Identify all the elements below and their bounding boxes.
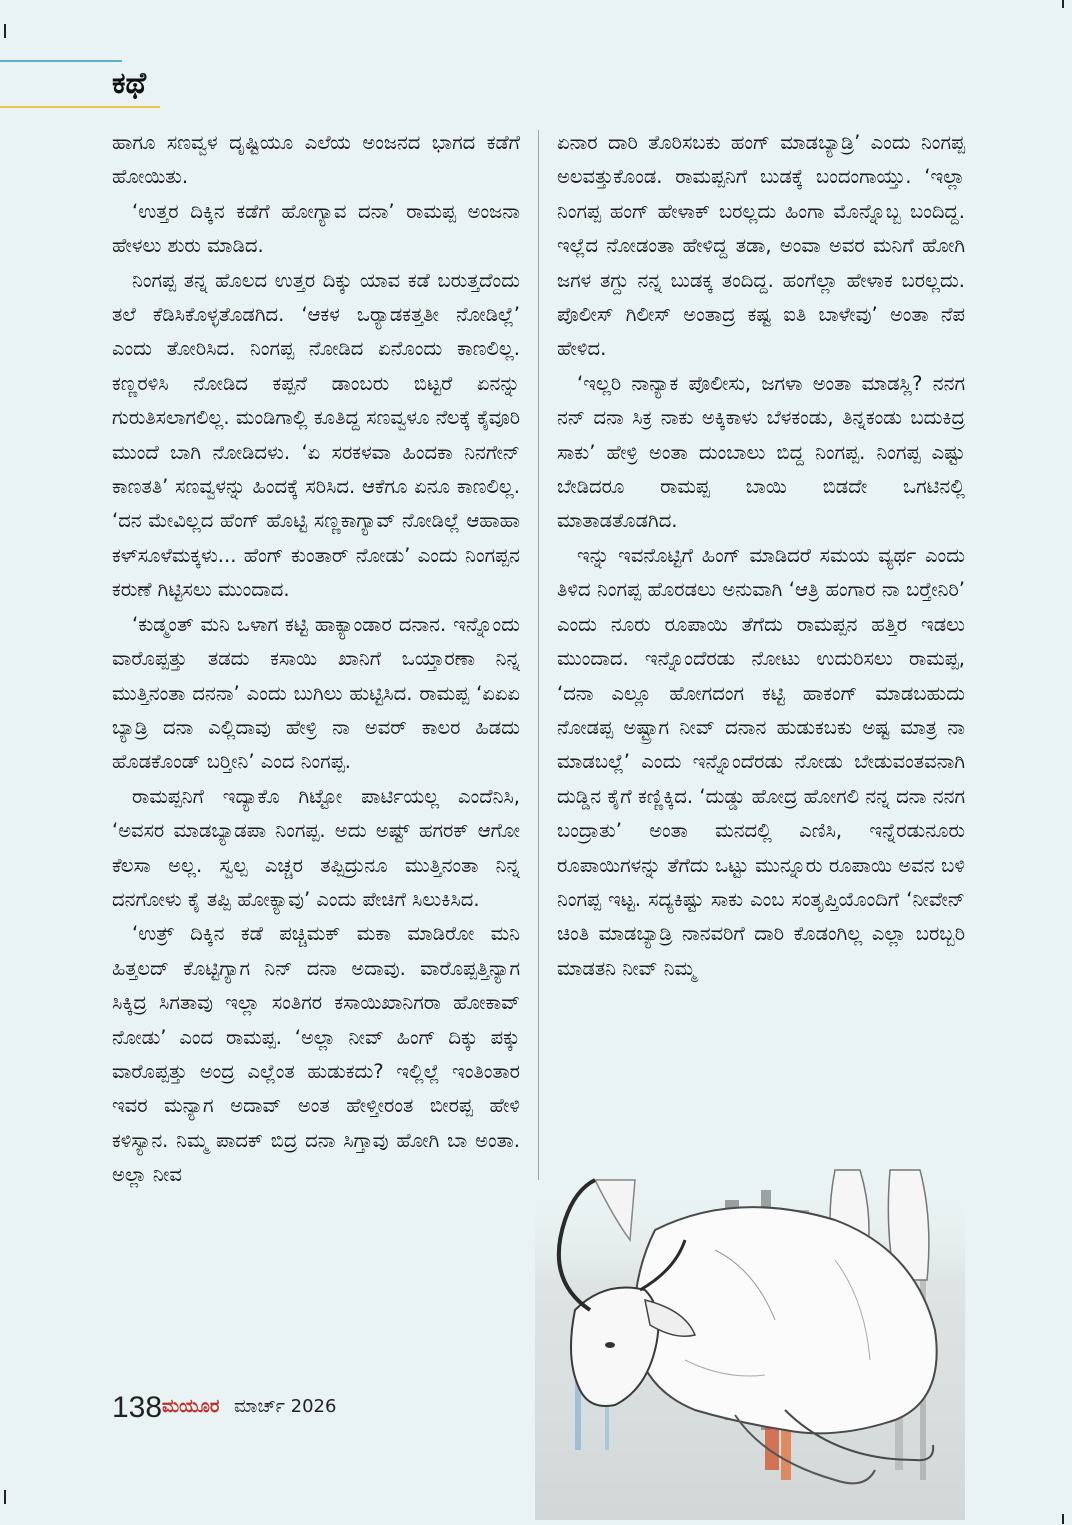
- paragraph: ರಾಮಪ್ಪನಿಗೆ ಇದ್ಯಾಕೊ ಗಿಟ್ಟೋ ಪಾರ್ಟಿಯಲ್ಲ ಎಂದೆನಿಸಿ, ‘ಅವಸರ ಮಾಡಬ್ಯಾಡಪಾ ನಿಂಗಪ್ಪ. ಅದು ಅಷ್ಟ್ ಹಗರಕ್ ಆಗೋ ಕೆಲಸಾ ಅಲ್ಲ. ಸ್ವಲ್ಪ ಎಚ್ಚರ ತಪ್ಪಿದ್ರುನೂ ಮುತ್ತಿನಂತಾ ನಿನ್ನ ದನಗೋಳು ಕೈ ತಪ್ಪಿ ಹೋಕ್ಯಾವು’ ಎಂದು ಪೇಚಿಗೆ ಸಿಲುಕಿಸಿದ.: [112, 784, 520, 911]
- paragraph: ನಿಂಗಪ್ಪ ತನ್ನ ಹೊಲದ ಉತ್ತರ ದಿಕ್ಕು ಯಾವ ಕಡೆ ಬರುತ್ತದೆಂದು ತಲೆ ಕೆಡಿಸಿಕೊಳ್ಳತೊಡಗಿದ. ‘ಆಕಳ ಒರ್‍ಯಾಡಕತ್ತತೀ ನೋಡಿಲ್ಲೆ’ ಎಂದು ತೋರಿಸಿದ. ನಿಂಗಪ್ಪ ನೋಡಿದ ಏನೊಂದು ಕಾಣಲಿಲ್ಲ. ಕಣ್ಣರಳಿಸಿ ನೋಡಿದ ಕಪ್ಪನೆ ಡಾಂಬರು ಬಿಟ್ಟರೆ ಏನನ್ನು ಗುರುತಿಸಲಾಗಲಿಲ್ಲ. ಮಂಡಿಗಾಲ್ಲಿ ಕೂತಿದ್ದ ಸಣವ್ವಳೂ ನೆಲಕ್ಕೆ ಕೈವೂರಿ ಮುಂದೆ ಬಾಗಿ ನೋಡಿದಳು. ‘ಏ ಸರಕಳವಾ ಹಿಂದಕಾ ನಿನಗೇನ್ ಕಾಣತತಿ’ ಸಣವ್ವಳನ್ನು ಹಿಂದಕ್ಕೆ ಸರಿಸಿದ. ಆಕೆಗೂ ಏನೂ ಕಾಣಲಿಲ್ಲ. ‘ದನ ಮೇವಿಲ್ಲದ ಹೆಂಗ್ ಹೊಟ್ಟಿ ಸಣ್ಣಕಾಗ್ಯಾವ್ ನೋಡಿಲ್ಲೆ ಆಹಾಹಾ ಕಳ್‌ಸೂಳೆಮಕ್ಕಳು... ಹೆಂಗ್ ಕುಂತಾರ್ ನೋಡು’ ಎಂದು ನಿಂಗಪ್ಪನ ಕರುಣೆ ಗಿಟ್ಟಿಸಲು ಮುಂದಾದ.: [112, 268, 520, 602]
- left-column: [112, 126, 520, 1193]
- crop-mark: [4, 1490, 6, 1504]
- paragraph: ಹಾಗೂ ಸಣವ್ವಳ ದೃಷ್ಟಿಯೂ ಎಲೆಯ ಅಂಜನದ ಭಾಗದ ಕಡೆಗೆ ಹೋಯಿತು.: [112, 131, 520, 189]
- page-footer: [112, 1386, 432, 1430]
- paragraph: ‘ಉತ್ರ್ ದಿಕ್ಕಿನ ಕಡೆ ಪಚ್ಚಿಮಕ್ ಮಕಾ ಮಾಡಿರೋ ಮನಿ ಹಿತ್ತಲದ್ ಕೊಟ್ಟಿಗ್ಯಾಗ ನಿನ್ ದನಾ ಅದಾವು. ವಾರೊಪ್ಪತ್ತಿನ್ಯಾಗ ಸಿಕ್ಕಿದ್ರ ಸಿಗತಾವು ಇಲ್ಲಾ ಸಂತಿಗರ ಕಸಾಯಿಖಾನಿಗರಾ ಹೋಕಾವ್ ನೋಡು’ ಎಂದ ರಾಮಪ್ಪ. ‘ಅಲ್ಲಾ ನೀವ್ ಹಿಂಗ್ ದಿಕ್ಕು ಪಕ್ಕು ವಾರೊಪ್ಪತ್ತು ಅಂದ್ರ ಎಲ್ಲೆಂತ ಹುಡುಕದು? ಇಲ್ಲಿಲ್ಲೆ ಇಂತಿಂತಾರ ಇವರ ಮನ್ಯಾಗ ಅದಾವ್ ಅಂತ ಹೇಳ್ತೀರಂತ ಬೀರಪ್ಪ ಹೇಳಿ ಕಳಿಸ್ಯಾನ. ನಿಮ್ಮ ಪಾದಕ್ ಬಿದ್ರ ದನಾ ಸಿಗ್ತಾವು ಹೋಗಿ ಬಾ ಅಂತಾ. ಅಲ್ಲಾ ನೀವ: [112, 922, 520, 1187]
- crop-mark: [4, 24, 6, 38]
- paragraph: ಇನ್ನು ಇವನೊಟ್ಟಿಗೆ ಹಿಂಗ್ ಮಾಡಿದರೆ ಸಮಯ ವ್ಯರ್ಥ ಎಂದು ತಿಳಿದ ನಿಂಗಪ್ಪ ಹೊರಡಲು ಅನುವಾಗಿ ‘ಆತ್ರಿ ಹಂಗಾರ ನಾ ಬರ್‍ತೇನಿರಿ’ ಎಂದು ನೂರು ರೂಪಾಯಿ ತೆಗೆದು ರಾಮಪ್ಪನ ಹತ್ತಿರ ಇಡಲು ಮುಂದಾದ. ಇನ್ನೊಂದೆರಡು ನೋಟು ಉದುರಿಸಲು ರಾಮಪ್ಪ, ‘ದನಾ ಎಲ್ಲೂ ಹೋಗದಂಗ ಕಟ್ಟಿ ಹಾಕಂಗ್ ಮಾಡಬಹುದು ನೋಡಪ್ಪ ಅಷ್ಟ್ರಾಗ ನೀವ್ ದನಾನ ಹುಡುಕಬಕು ಅಷ್ಟ ಮಾತ್ರ ನಾ ಮಾಡಬಲ್ಲೆ’ ಎಂದು ಇನ್ನೊಂದೆರಡು ನೋಡು ಬೇಡುವಂತವನಾಗಿ ದುಡ್ಡಿನ ಕೈಗೆ ಕಣ್ಣಿಕ್ಕಿದ. ‘ದುಡ್ಡು ಹೋದ್ರ ಹೋಗಲಿ ನನ್ನ ದನಾ ನನಗ ಬಂದ್ರಾತು’ ಅಂತಾ ಮನದಲ್ಲಿ ಎಣಿಸಿ, ಇನ್ನೆರಡುನೂರು ರೂಪಾಯಿಗಳನ್ನು ತೆಗೆದು ಒಟ್ಟು ಮುನ್ನೂರು ರೂಪಾಯಿ ಅವನ ಬಳಿ ನಿಂಗಪ್ಪ ಇಟ್ಟ. ಸದ್ಯಕಿಷ್ಟು ಸಾಕು ಎಂಬ ಸಂತೃಪ್ತಿಯೊಂದಿಗೆ ‘ನೀವೇನ್ ಚಿಂತಿ ಮಾಡಬ್ಯಾಡ್ರಿ ನಾನವರಿಗೆ ದಾರಿ ಕೊಡಂಗಿಲ್ಲ ಎಲ್ಲಾ ಬರಬ್ಬರಿ ಮಾಡತನಿ ನೀವ್ ನಿಮ್ಮ: [557, 543, 965, 980]
- issue-date: ಮಾರ್ಚ್ 2026: [234, 1396, 337, 1417]
- crop-mark: [1062, 1514, 1064, 1524]
- paragraph: ಏನಾರ ದಾರಿ ತೊರಿಸಬಕು ಹಂಗ್ ಮಾಡಬ್ಯಾಡ್ರಿ’ ಎಂದು ನಿಂಗಪ್ಪ ಅಲವತ್ತುಕೊಂಡ. ರಾಮಪ್ಪನಿಗೆ ಬುಡಕ್ಕೆ ಬಂದಂಗಾಯ್ತು. ‘ಇಲ್ಲಾ ನಿಂಗಪ್ಪ ಹಂಗ್ ಹೇಳಾಕ್ ಬರಲ್ಲದು ಹಿಂಗಾ ಮೊನ್ನೊಬ್ಬ ಬಂದಿದ್ದ. ಇಲ್ಲೆದ ನೋಡಂತಾ ಹೇಳಿದ್ದ ತಡಾ, ಅಂವಾ ಅವರ ಮನಿಗೆ ಹೋಗಿ ಜಗಳ ತಗ್ದು ನನ್ನ ಬುಡಕ್ಕ ತಂದಿದ್ದ. ಹಂಗೆಲ್ಲಾ ಹೇಳಾಕ ಬರಲ್ಲದು. ಪೊಲೀಸ್ ಗಿಲೀಸ್ ಅಂತಾದ್ರ ಕಷ್ಟ ಐತಿ ಬಾಳೇವು’ ಅಂತಾ ನೆಪ ಹೇಳಿದ.: [557, 131, 965, 361]
- section-underline: [0, 106, 160, 108]
- crop-mark: [1062, 0, 1064, 8]
- column-divider: [538, 130, 539, 1180]
- section-title: ಕಥೆ: [112, 66, 147, 101]
- header-accent-line: [0, 60, 122, 62]
- cow-illustration-icon: [535, 1160, 965, 1520]
- magazine-logo: ಮಯೂರ: [162, 1396, 220, 1417]
- page-number: 138: [112, 1391, 163, 1424]
- paragraph: ‘ಇಲ್ಲರಿ ನಾನ್ಯಾಕ ಪೊಲೀಸು, ಜಗಳಾ ಅಂತಾ ಮಾಡಸ್ಲಿ? ನನಗ ನನ್ ದನಾ ಸಿಕ್ರ ನಾಕು ಅಕ್ಕಿಕಾಳು ಬೆಳಕಂಡು, ತಿನ್ನಕಂಡು ಬದುಕಿದ್ರ ಸಾಕು’ ಹೇಳ್ರಿ ಅಂತಾ ದುಂಬಾಲು ಬಿದ್ದ ನಿಂಗಪ್ಪ. ನಿಂಗಪ್ಪ ಎಷ್ಟು ಬೇಡಿದರೂ ರಾಮಪ್ಪ ಬಾಯಿ ಬಿಡದೇ ಒಗಟಿನಲ್ಲಿ ಮಾತಾಡತೊಡಗಿದ.: [557, 371, 965, 533]
- right-column: [557, 126, 965, 986]
- paragraph: ‘ಉತ್ತರ ದಿಕ್ಕಿನ ಕಡೆಗೆ ಹೋಗ್ಯಾವ ದನಾ’ ರಾಮಪ್ಪ ಅಂಜನಾ ಹೇಳಲು ಶುರು ಮಾಡಿದ.: [112, 199, 520, 258]
- section-header: [0, 64, 160, 108]
- paragraph: ‘ಕುಡ್ಮಂತ್ ಮನಿ ಒಳಾಗ ಕಟ್ಟಿ ಹಾಕ್ಯಾಂಡಾರ ದನಾನ. ಇನ್ನೊಂದು ವಾರೊಪ್ಪತ್ತು ತಡದು ಕಸಾಯಿ ಖಾನಿಗೆ ಒಯ್ತಾರಣಾ ನಿನ್ನ ಮುತ್ತಿನಂತಾ ದನನಾ’ ಎಂದು ಬುಗಿಲು ಹುಟ್ಟಿಸಿದ. ರಾಮಪ್ಪ ‘ಏಏಏ ಬ್ಯಾಡ್ರಿ ದನಾ ಎಲ್ಲಿದಾವು ಹೇಳ್ರಿ ನಾ ಅವರ್ ಕಾಲರ ಹಿಡದು ಹೊಡಕೊಂಡ್ ಬರ್‍ತೀನಿ’ ಎಂದ ನಿಂಗಪ್ಪ.: [112, 612, 520, 774]
